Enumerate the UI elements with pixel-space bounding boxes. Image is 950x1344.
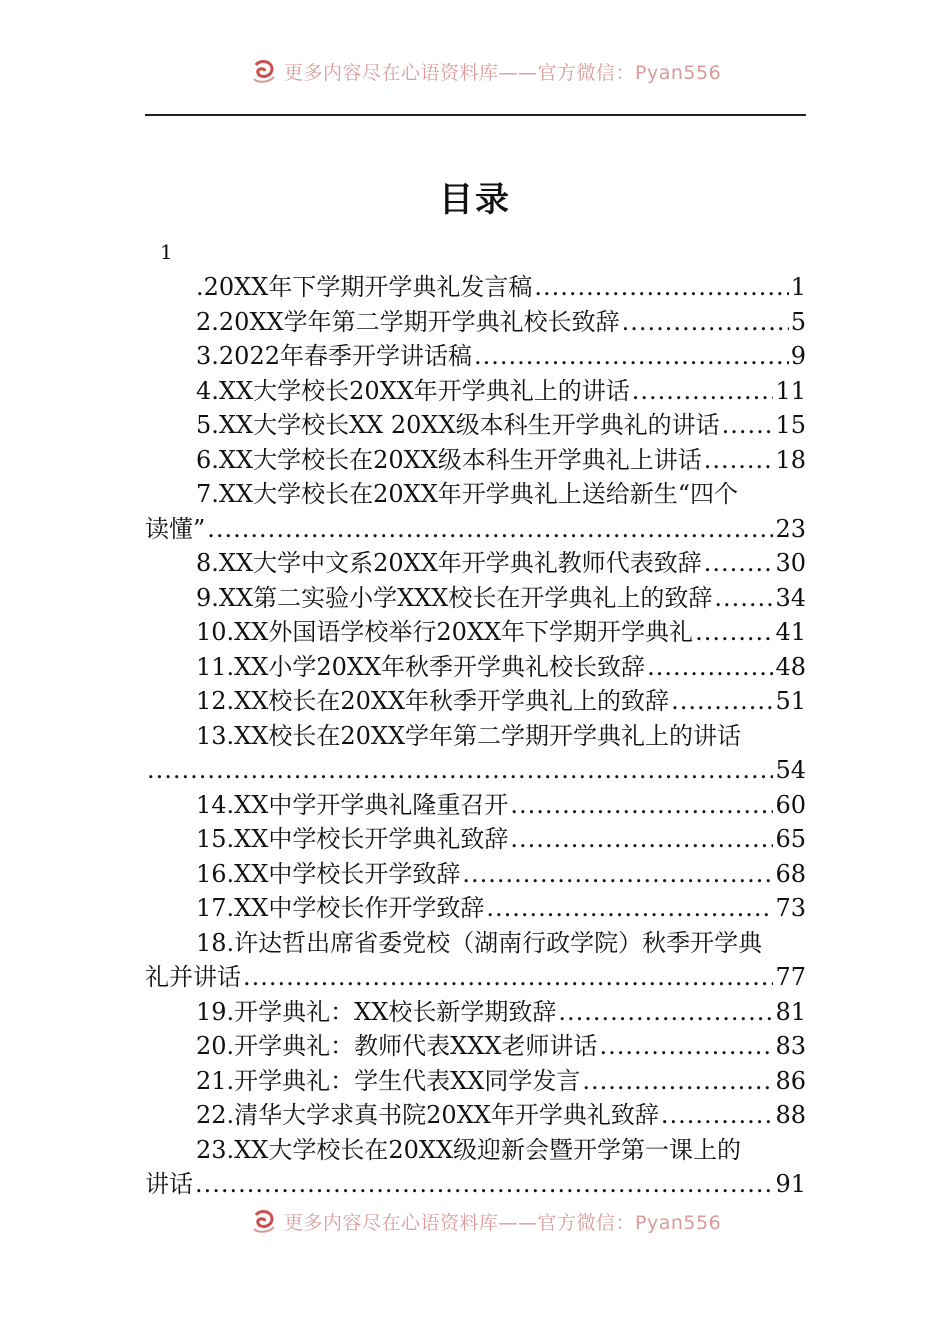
toc-entry[interactable] bbox=[145, 684, 806, 719]
toc-entry-title: 9.XX第二实验小学XXX校长在开学典礼上的致辞 bbox=[196, 583, 713, 612]
toc-leader-dots bbox=[632, 374, 774, 409]
toc-entry-title-continued: 礼并讲话 bbox=[145, 963, 241, 991]
toc-leader-dots bbox=[486, 891, 773, 926]
toc-leader-dots bbox=[722, 408, 774, 443]
toc-entry-page: 1 bbox=[790, 273, 806, 301]
toc-entry-page: 30 bbox=[775, 549, 806, 577]
toc-leader-dots bbox=[462, 857, 773, 892]
header-banner bbox=[250, 56, 721, 86]
toc-entry-title: 11.XX小学20XX年秋季开学典礼校长致辞 bbox=[196, 652, 646, 681]
toc-entry-page: 18 bbox=[775, 445, 806, 474]
toc-entry-page: 88 bbox=[775, 1101, 806, 1129]
toc-entry-title: 3.2022年春季开学讲话稿 bbox=[196, 342, 472, 370]
toc-entry-page: 11 bbox=[775, 376, 806, 405]
toc-entry-title: 5.XX大学校长XX 20XX级本科生开学典礼的讲话 bbox=[196, 411, 720, 439]
toc-entry-page: 68 bbox=[775, 859, 806, 888]
toc-entry-title: 20.开学典礼：教师代表XXX老师讲话 bbox=[196, 1032, 598, 1060]
swirl-logo-icon bbox=[250, 1207, 278, 1235]
toc-entry[interactable] bbox=[145, 822, 806, 857]
toc-entry-title: 6.XX大学校长在20XX级本科生开学典礼上讲话 bbox=[196, 445, 702, 474]
toc-entry-page: 41 bbox=[775, 618, 806, 646]
toc-leader-dots bbox=[671, 684, 773, 719]
toc-entry[interactable] bbox=[145, 1133, 806, 1202]
header-banner-text: 更多内容尽在心语资料库——官方微信：Pyan556 bbox=[284, 61, 722, 84]
toc-entry-title: 18.许达哲出席省委党校（湖南行政学院）秋季开学典 bbox=[196, 928, 763, 957]
toc-entry-title: 14.XX中学开学典礼隆重召开 bbox=[196, 790, 509, 819]
toc-entry[interactable] bbox=[145, 339, 806, 374]
toc-entry-title: 17.XX中学校长作开学致辞 bbox=[196, 894, 485, 922]
toc-leader-dots bbox=[207, 512, 773, 547]
toc-entry-page: 51 bbox=[775, 687, 806, 715]
toc-entry-page: 77 bbox=[775, 963, 806, 991]
toc-leader-dots bbox=[647, 650, 773, 685]
toc-entry-page: 60 bbox=[775, 790, 806, 819]
toc-leader-dots bbox=[582, 1064, 773, 1099]
toc-entry-title: 15.XX中学校长开学典礼致辞 bbox=[196, 825, 509, 853]
toc-leader-dots bbox=[534, 270, 788, 305]
toc-leader-dots bbox=[558, 995, 773, 1030]
toc-entry-title-continued: 读懂” bbox=[145, 514, 206, 543]
toc-entry-title: 23.XX大学校长在20XX级迎新会暨开学第一课上的 bbox=[196, 1135, 742, 1164]
toc-entry[interactable] bbox=[145, 477, 806, 546]
toc-entry-page: 34 bbox=[775, 583, 806, 612]
toc-entry[interactable] bbox=[145, 719, 806, 788]
toc-entry[interactable] bbox=[145, 374, 806, 409]
toc-entry-title: 10.XX外国语学校举行20XX年下学期开学典礼 bbox=[196, 618, 694, 646]
toc-entry[interactable] bbox=[145, 926, 806, 995]
toc-entry-page: 15 bbox=[775, 411, 806, 439]
toc-entry[interactable] bbox=[145, 857, 806, 892]
toc-leader-dots bbox=[661, 1098, 774, 1133]
toc-entry[interactable] bbox=[145, 408, 806, 443]
toc-leader-dots bbox=[599, 1029, 773, 1064]
toc-entry-page: 23 bbox=[775, 514, 806, 543]
toc-entry[interactable] bbox=[145, 1098, 806, 1133]
toc-entry[interactable] bbox=[145, 270, 806, 305]
toc-entry[interactable] bbox=[145, 788, 806, 823]
toc-leader-dots bbox=[243, 960, 773, 995]
toc-entry-title: 8.XX大学中文系20XX年开学典礼教师代表致辞 bbox=[196, 549, 702, 577]
toc-entry-page: 81 bbox=[775, 997, 806, 1026]
toc-entry-page: 83 bbox=[775, 1032, 806, 1060]
toc-entry-page: 5 bbox=[790, 307, 806, 336]
header-rule bbox=[145, 114, 806, 116]
toc-entry-page: 48 bbox=[775, 652, 806, 681]
toc-entry[interactable] bbox=[145, 546, 806, 581]
toc-entry-title: 4.XX大学校长20XX年开学典礼上的讲话 bbox=[196, 376, 630, 405]
toc-entry-title: 7.XX大学校长在20XX年开学典礼上送给新生“四个 bbox=[196, 480, 739, 508]
lead-number: 1 bbox=[160, 240, 173, 264]
toc-entry-page: 65 bbox=[775, 825, 806, 853]
toc-entry[interactable] bbox=[145, 1029, 806, 1064]
toc-leader-dots bbox=[510, 788, 773, 823]
toc-entry[interactable] bbox=[145, 443, 806, 478]
toc-entry-page: 86 bbox=[775, 1066, 806, 1095]
toc-entry-title: 13.XX校长在20XX学年第二学期开学典礼上的讲话 bbox=[196, 721, 742, 750]
toc-leader-dots bbox=[714, 581, 773, 616]
toc-entry[interactable] bbox=[145, 581, 806, 616]
toc-entry[interactable] bbox=[145, 650, 806, 685]
toc-leader-dots bbox=[704, 443, 774, 478]
toc-entry-page: 91 bbox=[775, 1170, 806, 1198]
toc-entry-title: 22.清华大学求真书院20XX年开学典礼致辞 bbox=[196, 1101, 659, 1129]
toc-entry[interactable] bbox=[145, 995, 806, 1030]
toc-entry-page: 73 bbox=[775, 894, 806, 922]
toc-leader-dots bbox=[704, 546, 774, 581]
footer-banner bbox=[250, 1206, 721, 1236]
toc-entry-title: 12.XX校长在20XX年秋季开学典礼上的致辞 bbox=[196, 687, 670, 715]
toc-entry-title: 21.开学典礼：学生代表XX同学发言 bbox=[196, 1066, 581, 1095]
toc-entry[interactable] bbox=[145, 1064, 806, 1099]
toc-entry[interactable] bbox=[145, 891, 806, 926]
toc-leader-dots bbox=[147, 753, 773, 788]
toc-entry-page: 54 bbox=[775, 756, 806, 784]
toc-entry-title-continued: 讲话 bbox=[145, 1170, 193, 1198]
toc-entry-title: 2.20XX学年第二学期开学典礼校长致辞 bbox=[196, 307, 620, 336]
toc-entry[interactable] bbox=[145, 615, 806, 650]
table-of-contents bbox=[145, 270, 806, 1202]
toc-leader-dots bbox=[622, 305, 789, 340]
toc-entry-title: .20XX年下学期开学典礼发言稿 bbox=[196, 273, 533, 301]
toc-leader-dots bbox=[695, 615, 773, 650]
toc-entry-page: 9 bbox=[790, 342, 806, 370]
toc-entry[interactable] bbox=[145, 305, 806, 340]
toc-entry-title: 19.开学典礼：XX校长新学期致辞 bbox=[196, 997, 557, 1026]
footer-banner-text: 更多内容尽在心语资料库——官方微信：Pyan556 bbox=[284, 1211, 722, 1234]
page-title: 目录 bbox=[439, 180, 511, 220]
swirl-logo-icon bbox=[250, 57, 278, 85]
toc-leader-dots bbox=[510, 822, 773, 857]
toc-entry-title: 16.XX中学校长开学致辞 bbox=[196, 859, 461, 888]
toc-leader-dots bbox=[474, 339, 789, 374]
toc-leader-dots bbox=[195, 1167, 773, 1202]
